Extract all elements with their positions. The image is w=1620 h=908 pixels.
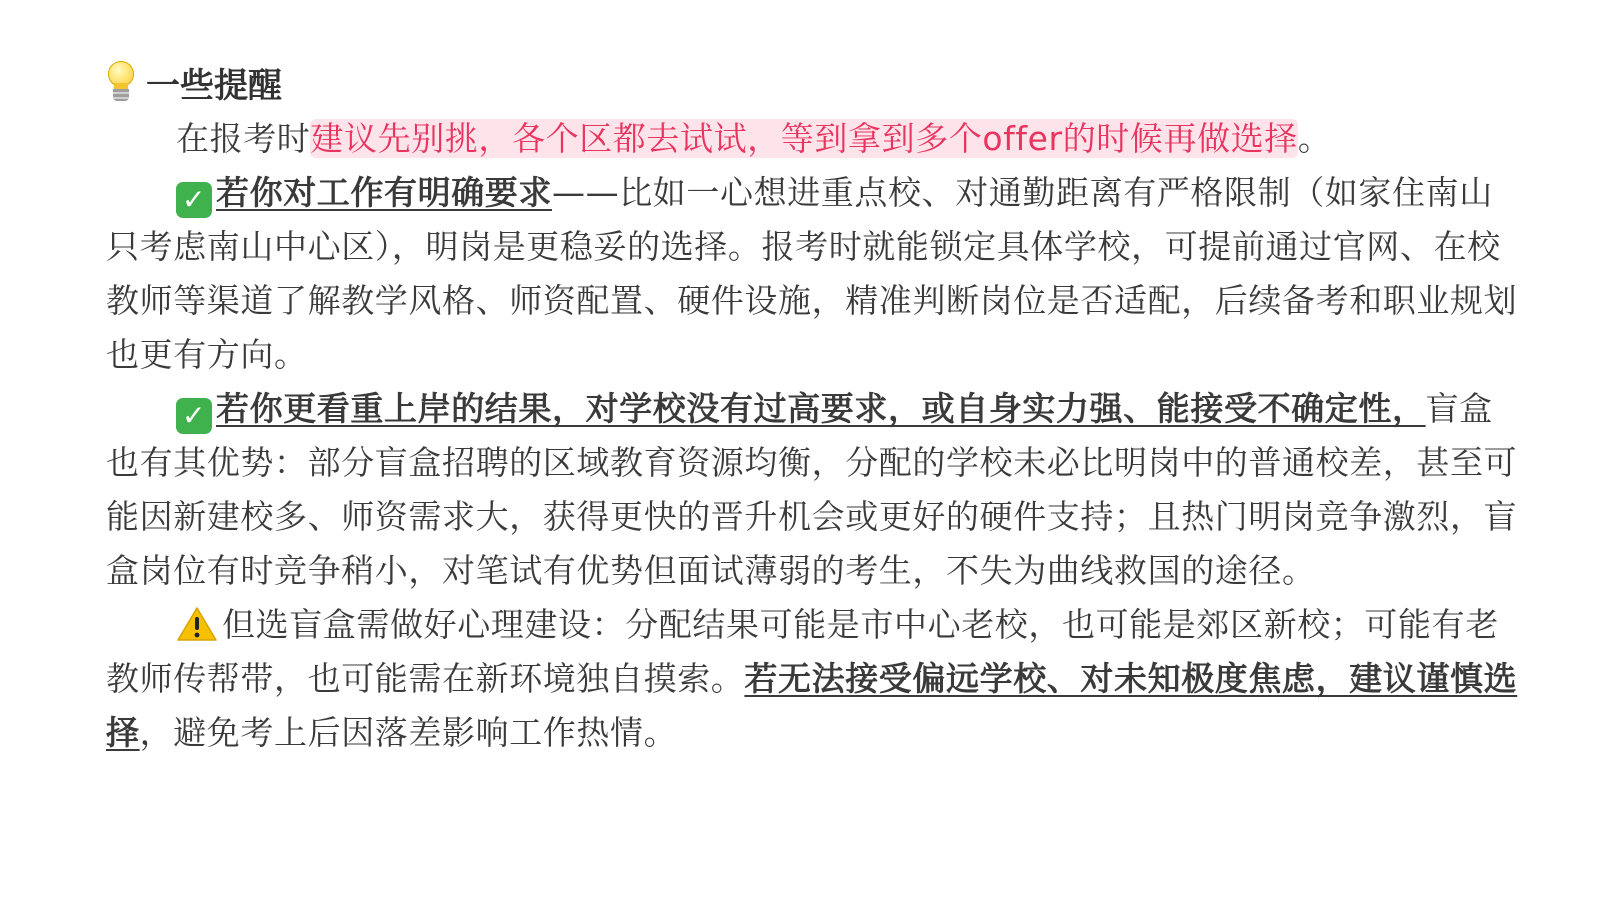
check-mark-icon: ✓	[176, 182, 212, 218]
paragraph-blind-box	[106, 382, 1526, 598]
section-heading	[106, 54, 1526, 110]
paragraph-warning	[106, 598, 1526, 760]
advice-prefix: 在报考时	[176, 119, 311, 158]
lightbulb-icon	[106, 59, 136, 105]
warning-icon	[176, 606, 218, 642]
fixed-post-body: ——比如一心想进重点校、对通勤距离有严格限制（如家住南山只考虑南山中心区），明岗是更稳妥的选择。报考时就能锁定具体学校，可提前通过官网、在校教师等渠道了解教学风格、师资配置、硬件设施，精准判断岗位是否适配，后续备考和职业规划也更有方向。	[106, 173, 1518, 374]
warning-emphasis: 若无法接受偏远学校、对未知极度焦虑，建议谨慎选择	[106, 659, 1518, 752]
warning-suffix: ，避免考上后因落差影响工作热情。	[139, 713, 678, 752]
blind-box-emphasis: 若你更看重上岸的结果，对学校没有过高要求，或自身实力强、能接受不确定性，	[216, 389, 1426, 428]
heading-text: 一些提醒	[146, 65, 282, 106]
advice-suffix: 。	[1297, 119, 1332, 158]
blind-box-body: 盲盒也有其优势：部分盲盒招聘的区域教育资源均衡，分配的学校未必比明岗中的普通校差，甚至可能因新建校多、师资需求大，获得更快的晋升机会或更好的硬件支持；且热门明岗竞争激烈，盲盒岗位有时竞争稍小，对笔试有优势但面试薄弱的考生，不失为曲线救国的途径。	[106, 389, 1518, 590]
check-mark-icon: ✓	[176, 398, 212, 434]
document-body	[106, 54, 1526, 760]
highlighted-advice: 建议先别挑，各个区都去试试，等到拿到多个offer的时候再做选择	[310, 119, 1298, 158]
warning-body: 但选盲盒需做好心理建设：分配结果可能是市中心老校，也可能是郊区新校；可能有老教师传帮带，也可能需在新环境独自摸索。	[106, 605, 1499, 698]
paragraph-advice	[106, 112, 1526, 166]
paragraph-fixed-post	[106, 166, 1526, 382]
fixed-post-emphasis: 若你对工作有明确要求	[216, 173, 552, 212]
